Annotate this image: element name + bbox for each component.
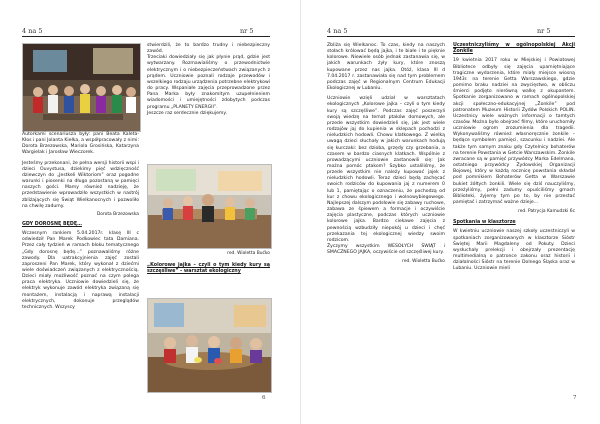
page-number: 7: [573, 395, 577, 401]
left-col-1: [22, 132, 139, 311]
right-col-1: [327, 43, 445, 265]
article-signature: red. Wioletta Bućko: [227, 251, 270, 256]
article-heading: „Kolorowe jajka – czyli o tym kiedy kury są szczęśliwe” - warsztat ekologiczny: [147, 263, 270, 275]
article-signature: Dorota Brzezowska: [96, 211, 139, 217]
article-paragraph: stwierdzili, że to bardzo trudny i niebezpieczny zawód.: [147, 43, 270, 55]
article-paragraph: 19 kwietnia 2017 roku w Miejskiej i Powiatowej Bibliotece odbyły się zajęcia upamiętniające tragiczne wydarzenia, które miały miejsce wiosną 1943r. na terenie Getta Warszawskiego, gdzie pomimo braku nadziei na zwycięstwo, w obliczu śmierci podjęto nierówną walkę z okupantem. Spotkanie zorganizowano w ramach ogólnopolskiej akcji społeczno-edukacyjnej „Żonkile” pod patronatem Muzeum Historii Żydów Polskich POLIN. Uczestnicy wiele ważnych informacji o tamtych czasów. Można było obejrzeć filmy, które uruchomiły uczniowie ogrom zrozumienia dla tragedii. Wykonywaliśmy również własnoręcznie żonkile – będące symbolem pamięci, szacunku i nadziei. Ale także tym samym znaku gdy Czytelnicy bohaterów na terenie Powstania w Getcie Warszawskim. Żonkile zwracane są w pamięć przywódcy Marka Edelmana, ostatniego przywódcy Żydowskiej Organizacji Bojowej, który w każdą rocznicę powstania składał pod pomnikiem Bohaterów Getta w Warszawie bukiet żółtych żonkili. Wiele się dziś nauczyliśmy, przeżyliśmy, pełni zadumy opuściliśmy gmach Biblioteki, żyjemy tym po to, by nie przestać pamiętać i zatrzymać ważne dzieje…: [453, 58, 576, 205]
right-col-2: [453, 43, 575, 272]
article-paragraph: Życzymy wszystkim WESOŁYCH ŚWIĄT i SMACZNEGO JAJKA, oczywiście od szczęśliwej kury.: [327, 244, 445, 256]
article-signature: red. Patrycja Kamudzki 6c: [518, 209, 575, 215]
header-rule: [327, 36, 575, 37]
photo-eco-workshop: [147, 298, 272, 393]
article-paragraph: W kwietniu uczniowie naszej szkoły uczestniczyli w spotkaniach zorganizowanych w klasztorze Sióstr Świętej Marii Magdaleny od Pokuty. Dzieci wysłuchały prelekcji i obejrzały prezentację multimedialną o patronce zakonu oraz historii i działalności Sióstr na terenie Dolnego Śląska oraz w Lubaniu. Uczniowie mieli: [453, 229, 575, 272]
left-col-2b: [147, 251, 270, 275]
photo-caption: Autorkami scenariusza były: pani Beata Kaleta-Kłos i pani Jolanta Kiełka, a współpracowały z nimi: Dorota Brzezowska, Mariola Grosińska, Katarzyna Wargielak i Jarosław Wieczorek.: [22, 132, 139, 156]
article-paragraph: Zbliża się Wielkanoc. To czas, kiedy na naszych stołach królować będą jajka, i te białe i te pięknie kolorowe. Niewiele osób jednak zastanawia się, w jakich warunkach żyły kury, które znoszą kupowane przez nas jajka. Otóż, klasa III d 7.04.2017 r. zastanawiała się nad tym problemem podczas zajęć w Regionalnym Centrum Edukacji Ekologicznej w Lubaniu.: [327, 43, 445, 92]
header-number-right: nr 5: [537, 27, 551, 35]
header-issue-right: 4 na 5: [327, 27, 348, 35]
article-heading: Uczestniczyliśmy w ogólnopolskiej Akcji Żonkile: [453, 43, 575, 55]
article-paragraph: Jesteśmy przekonani, że pełna wersji historii wspi i dzieci Ouvystusa, dziekimy pięć wdzięczność dziewczyn do „Jestkeli Wiktoriom” oraz pogodne warunki i piosenki na długo pozostaną w pamięci naszych gości. Mamy również nadzieję, że przedstawienie wprowadziło wszystkich w nastrój zbliżających się Świąt Wielkanocnych i pozwoliło na chwilę zadumy.: [22, 160, 139, 209]
right-page: [300, 0, 600, 424]
article-paragraph: Uczniowie wzięli udział w warsztatach ekologicznych „Kolorowe jajka – czyli o tym kiedy kury są szczęśliwe”. Podczas zajęć poszerzyli swoją wiedzę na temat ptaków domowych, ale przede wszystkim dowiedzieli się, jak jest wiele rodzajów jaj do kupienia w sklepach pochodzi z nieludzkich hodowli. Chowu klatkowego. Z wielką uwagą dzieci słuchały w jakich warunkach hodują się kurczaki: bez dzioba, grzędy czy grzebania, a czasem w bardzo ciasnych klatkach. Wspólnie z prowadzącymi uczniowie zastanowili się: Jak można pomóc ptakom? Szybko ustaliliśmy, że przede wszystkim nie należy kupować jajek z nieludzkich hodowli. Teraz dzieci będą zachęcać swoich rodziców do kupowania jaj z numerem 0 lub 1, pamiętając o oznaczeniu, że pochodzą od kur z chowu ekologicznego i wolnowybiegowego. Najlepszej dalszym podsłowie się zabawy ruchowe, zabawa ze śpiewem a formacje i oczywiście zajęcia plastyczne, podczas których uczniowie kolorowe jajka. Bardzo ciekawe zajęcia z pewnością wzbudziły niepokój u dzieci i chęć przekazania tej ekologicznej wiedzy swoim rodzicom.: [327, 96, 445, 243]
article-paragraph: Trzeciaki dowiedziały się jak płynie prąd, gdzie jest wytwarzany. Rozmawialiśmy o przewodnictwie elektrycznym i o niebezpieczeństwach związanych z prądem. Uczniowie poznali rodzaje przewodów i wszelkiego rodzaju urządzenia potrzebne elektrykowi do pracy. Wspaniałe zajęcia przeprowadzone przez Pana Marka były znakomitym uzupełnieniem wiadomości i umiejętności zdobytych podczas programu „PLANETY ENERGII”.: [147, 55, 270, 110]
article-paragraph: Jeszcze raz serdecznie dziękujemy.: [147, 110, 227, 116]
article-signature: red. Wioletta Bućko: [402, 259, 445, 265]
photo-school-performance: [22, 43, 141, 132]
header-number-left: nr 5: [240, 27, 254, 35]
header-rule: [22, 36, 270, 37]
article-heading: Spotkania w klasztorze: [453, 220, 516, 226]
article-paragraph: Wczesnym rankiem 5.04.2017r. klasę III c odwiedził Pan Marek Podkowiec tata Damiana. Przez cały tydzień w ramach bloku tematycznego „Gdy dorosnę będę…” poznawaliśmy różne zawody. Dla uatrakcyjnienia zajęć zostali zaproszeni Pan Marek, który wykonał z dziećmi wiele doświadczeń związanych z elektrycznością. Dzieci miały możliwość poznać na czym polega praca elektryka. Uczniowie dowiedzieli się, że elektryk wykonuje zawód elektryka związaną się montażem, instalacją i naprawą instalacji elektrycznych, dokonuje przeglądów technicznych. Wszyscy: [22, 231, 139, 310]
page-number: 6: [262, 395, 266, 401]
header-issue-left: 4 na 5: [22, 27, 43, 35]
article-heading: GDY DOROSNĘ BĘDĘ…: [22, 221, 82, 227]
left-col-2: [147, 43, 270, 117]
photo-electrician-visit: [147, 164, 272, 249]
